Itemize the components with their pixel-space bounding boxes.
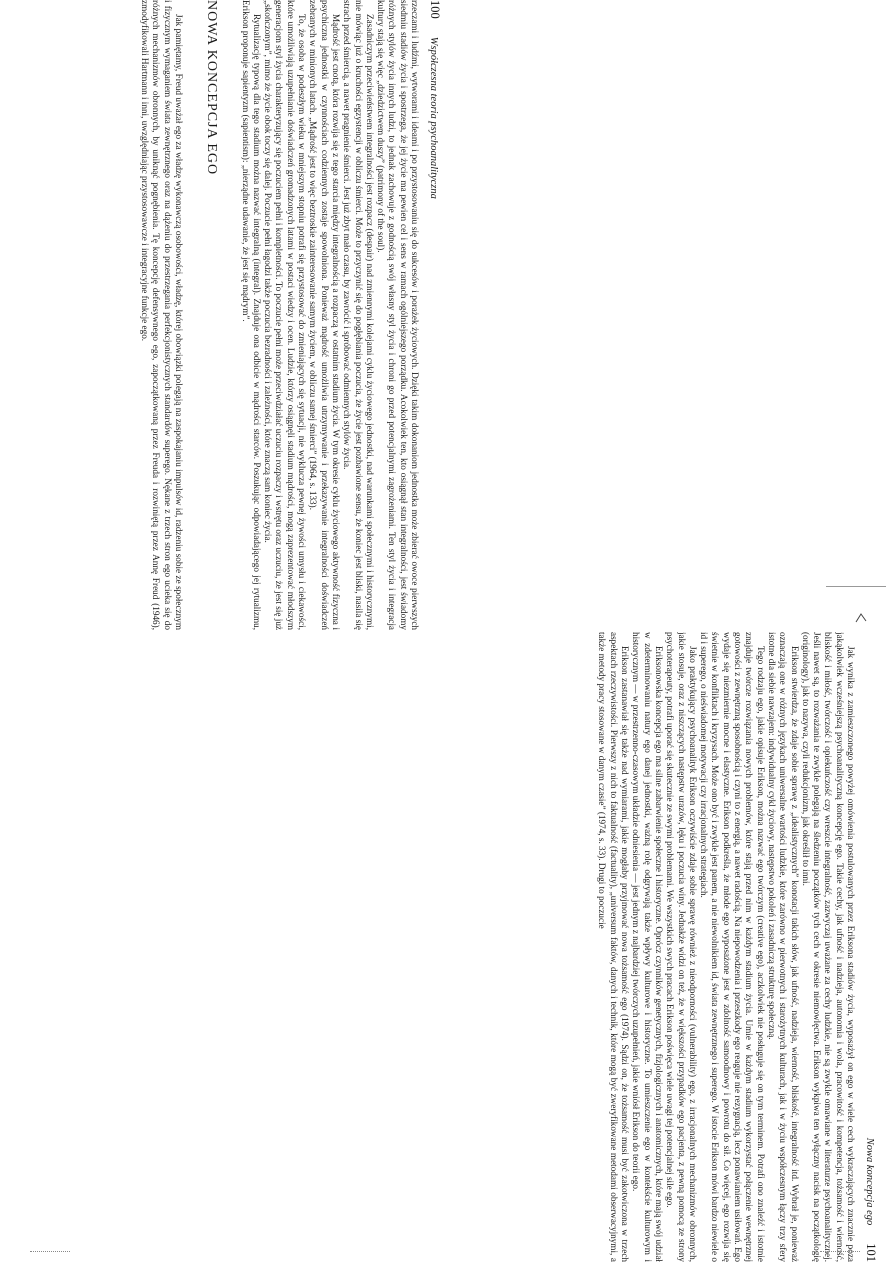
paragraph: Eriksonowska koncepcja ego ma silne zabarwienie społeczne i historyczne. Oprócz czynników genetycznych, fizjologicznych i anatomicznych, które mają swój udział w zdeterminowaniu natury ego danej jednostki, ważną rolę odgrywają także wpływy kulturowe i historyczne. To umieszczenie ego w kontekście kulturowym i historycznym — w przestrzenno-czasowym układzie odniesienia — jest jednym z najbardziej twórczych uzupełnień, jakie wniósł Erikson do teorii ego. bbox=[631, 632, 664, 1262]
paragraph: Jak pamiętamy, Freud uważał ego za władzę wykonawczą osobowości, władzę, której obowiązki polegają na zaspokajaniu impulsów id, radzeniu sobie ze społecznym i fizycznym wymaganiem świata zewnętrznego oraz na dążeniu do przestrzegania perfekcjonistycznych standardów superego. Nękane z trzech stron ego ucieka się do różnych mechanizmów obronnych, by uniknąć pognębienia. Tę koncepcję defensywnego ego, zapoczątkowaną przez Freuda i rozwiniętą przez Annę Freud (1946), zmodyfikowali Hartmann i inni, uwzględniając przystosowawcze i integracyjne funkcje ego. bbox=[140, 0, 184, 630]
right-page-body bbox=[596, 632, 856, 1262]
scan-dots-left bbox=[30, 1251, 70, 1258]
section-heading: NOWA KONCEPCJA EGO bbox=[204, 0, 220, 176]
paragraph: Jako praktykujący psychoanalityk Erikson oczywiście zdaje sobie sprawę również z nieodporności (vulnerability) ego, z irracjonalnych mechanizmów obronnych, jakie stosuje, oraz z niszczących następstw urazów, lęku i poczucia winy. Jednakże widzi on też, że w większości przypadków ego pacjenta, z pewną pomocą ze strony psychoterapeuty, potrafi uporać się skutecznie ze swymi problemami. We wszystkich swych pracach Erikson poświęca wiele uwagi tej potencjalnej sile ego. bbox=[665, 632, 698, 1262]
paragraph: Jak wynika z zamieszczonego powyżej omówienia postulowanych przez Eriksona stadiów życia, wyposażył on ego w wiele cech wykraczających znacznie poza jakąkolwiek wcześniejszą psychoanalityczną koncepcję ego. Takie cechy, jak ufność i nadzieja, autonomia i wola, pracowitość i kompetencja, tożsamość i wierność, bliskość i miłość, twórczość i opiekuńczość czy wreszcie integralność, zazwyczaj uważane za cechy ludzkie, nie są zwykle omawiane w literaturze psychoanalitycznej. Jeśli nawet są, to rozważania te zwykle polegają na śledzeniu początków tych cech w okresie niemowlęctwa. Erikson wykpiwa ten wyłączny nacisk na początkologię (originology), jak to nazywa, czyli redukcjonizm, jak określił to inni. bbox=[800, 632, 856, 1262]
paragraph: To, że osoba w podeszłym wieku w mniejszym stopniu potrafi się przystosować do zmieniających się sytuacji, nie wyklucza pewnej żywości umysłu i ciekawości, które umożliwiają uzupełnianie doświadczeń gromadzonych latami w postaci wiedzy i ocen. Ludzie, którzy osiągnęli stadium mądrości, mogą zaprezentować młodszym generacjom styl życia charakteryzujący się poczuciem pełni i kompletności. To poczucie pełni może przeciwdziałać uczuciu rozpaczy i wstrętu oraz uczuciu, że jest się już „skończonym”, mimo że życie obok toczy się dalej. Poczucie pełni łagodzi także poczucia bezradności i zależności, które znaczą sam koniec życia. bbox=[263, 0, 308, 630]
paragraph: rzeczami i ludźmi, wytworami i ideami i po przystosowaniu się do sukcesów i porażek życiowych. Dzięki takim dokonaniom jednostka może zbierać owoce pierwszych siedmiu stadiów życia i spostrzega, że jej życie ma pewien cel i sens w ramach ogólniejszego porządku. Acokolwiek ten, kto osiągnął stan integralności, jest świadomy różnych stylów życia innych ludzi, to jednak zachowuje z godnością swój własny styl życia i chroni go przed potencjalnymi zagrożeniami. Ten styl życia i integracja kultury stają się więc „dziedzictwem duszy” (patrimony of the soul). bbox=[376, 0, 420, 630]
left-running-head: Współczesna teoria psychoanalityczna bbox=[428, 36, 439, 199]
left-page bbox=[2, 0, 442, 630]
left-page-number: 100 bbox=[428, 0, 442, 19]
right-page-number: 101 bbox=[864, 1243, 878, 1262]
paragraph: Zasadniczym przeciwieństwem integralności jest rozpacz (despair) nad zmiennymi kolejami cyklu życiowego jednostki, nad warunkami społecznymi i historycznymi, nie mówiąc już o kruchości egzystencji w obliczu śmierci. Może to przyczynić się do pogłębiania poczucia, że życie jest pozbawione sensu, że koniec jest bliski, nasila się strach przed śmiercią, a nawet pragnienie śmierci. Jest już zbyt mało czasu, by zawrócić i spróbować odmiennych stylów życia. bbox=[342, 0, 375, 630]
right-page-header bbox=[860, 632, 878, 1262]
scan-dots-right bbox=[820, 1251, 860, 1258]
left-page-body bbox=[139, 0, 420, 630]
gutter-line bbox=[826, 586, 886, 587]
paragraph: Rytualizację typową dla tego stadium można nazwać integralną (integral). Znajduje ona odbicie w mądrości starców. Poszukując odpowiadającego jej rytualizmu, Erikson proponuje sapientyzm (sapientism): „nierządne udawanie, że jest się mądrym”. bbox=[240, 0, 262, 630]
left-page-header bbox=[424, 0, 442, 630]
right-running-head: Nowa koncepcja ego bbox=[864, 1137, 875, 1226]
paragraph: Tego rodzaju ego, jakie opisuje Erikson, można nazwać ego twórczym (creative ego), aczkolwiek nie posługuje się on tym terminem. Potrafi ono znaleźć i istotnie znajduje twórcze rozwiązania nowych problemów, które stają przed nim w każdym stadium życia. Umie w każdym stadium wykorzystać połączenie wewnętrznej gotowości z zewnętrzną sposobnością i czyni to z energią, a nawet radością. Na niepowodzenia i przeszkody ego reaguje nie rezygnacją, lecz ponawianiem usiłowań. Ego wydaje się niezmiernie mocne i elastyczne. Erikson podkreśla, że młode ego wyposażone jest w zdolność samoodnowy i powrotu do sił. Co więcej, ego rozwija się świetnie w konfliktach i kryzysach. Może ono być i zwykle jest panem, a nie niewolnikiem id, świata zewnętrznego i superego. W istocie Erikson mówi bardzo niewiele o id i superego, o nieświadomej motywacji czy irracjonalnych strategiach. bbox=[699, 632, 766, 1262]
right-page bbox=[438, 632, 878, 1262]
paragraph: Erikson zastanawiał się także nad wymiarami, jakie mogłaby przyjmować nowa tożsamość ego (1974). Sądzi on, że tożsamość musi być zakotwiczona w trzech aspektach rzeczywistości. Pierwszy z nich to faktualność (factuality), „universum faktów, danych i technik, które mogą być zweryfikowane metodami obserwacyjnymi, a także metody pracy stosowane w danym czasie” (1974, s. 33). Drugi to poczucie bbox=[597, 632, 631, 1262]
pencil-mark-icon bbox=[855, 612, 867, 624]
paragraph: Erikson stwierdza, że zdaje sobie sprawę z „idealistycznych” konotacji takich słów, jak ufność, nadzieja, wierność, bliskość, integralność itd. Wybrał je, ponieważ oznaczają one w różnych językach uniwersalne wartości ludzkie, które zarówno w pierwotnych i starożytnych kulturach, jak i w życiu współczesnym łączy trzy sfery istotne dla siebie nawzajem: indywidualny cykl życiowy, następstwo pokoleń i zasadniczą strukturę społeczną. bbox=[766, 632, 800, 1262]
paragraph: Mądrość jest cnotą, która rozwija się z tego starcia między integralnością a rozpaczą w ostatnim stadium życia. W tym okresie cyklu życiowego aktywność fizyczna i psychiczna jednostki w czynnościach codziennych zostaje spowolniona. Ponieważ mądrość umożliwia utrzymywanie i przekazywanie integralności doświadczeń zebranych w minionych latach. „Mądrość jest to więc beztroskie zainteresowanie samym życiem, w obliczu samej śmierci” (1964, s. 133). bbox=[308, 0, 341, 630]
